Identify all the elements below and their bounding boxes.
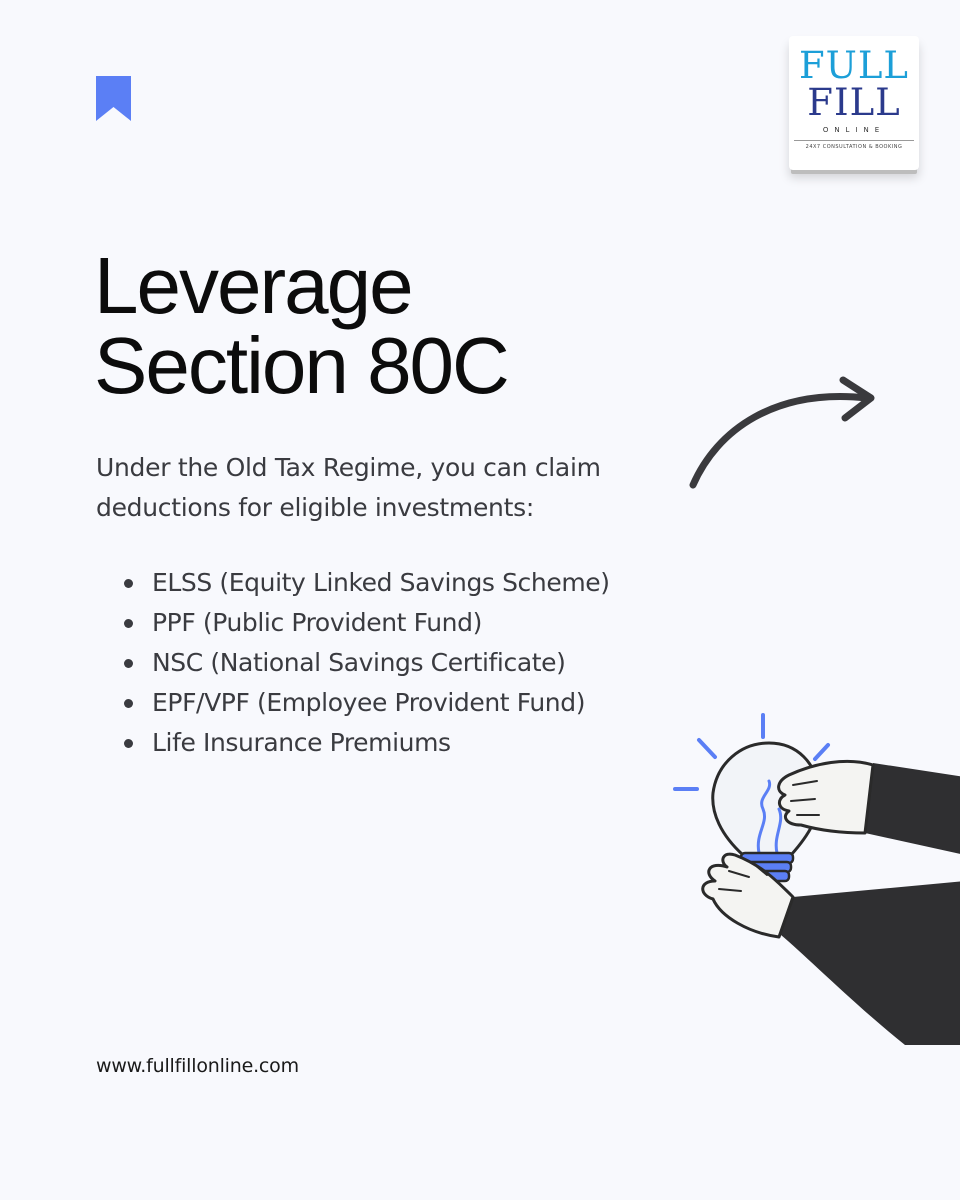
bullet-icon <box>124 619 133 628</box>
bullet-icon <box>124 699 133 708</box>
title-line-1: Leverage <box>94 241 412 330</box>
intro-text <box>96 448 601 528</box>
lightbulb-hands-illustration <box>665 705 960 1045</box>
logo-word-fill: FILL <box>807 81 901 124</box>
list-item-label: ELSS (Equity Linked Savings Scheme) <box>152 568 610 597</box>
list-item <box>120 603 610 643</box>
list-item <box>120 683 610 723</box>
bullet-icon <box>124 739 133 748</box>
bullet-icon <box>124 659 133 668</box>
list-item-label: EPF/VPF (Employee Provident Fund) <box>152 688 586 717</box>
bullet-icon <box>124 579 133 588</box>
brand-logo[interactable] <box>789 36 919 170</box>
intro-line-1: Under the Old Tax Regime, you can claim <box>96 453 601 482</box>
intro-line-2: deductions for eligible investments: <box>96 493 534 522</box>
upper-hand <box>779 761 873 833</box>
lower-sleeve <box>781 881 960 1045</box>
list-item <box>120 643 610 683</box>
list-item <box>120 723 610 763</box>
upper-sleeve <box>865 763 960 855</box>
list-item-label: PPF (Public Provident Fund) <box>152 608 482 637</box>
logo-subtitle: ONLINE <box>822 126 886 134</box>
investment-list <box>120 563 610 763</box>
curved-arrow-icon <box>685 372 885 497</box>
list-item-label: Life Insurance Premiums <box>152 728 451 757</box>
list-item <box>120 563 610 603</box>
title-line-2: Section 80C <box>94 321 508 410</box>
bookmark-icon <box>96 76 131 121</box>
logo-divider <box>794 140 914 141</box>
page-title <box>94 241 508 410</box>
logo-word-full: FULL <box>799 44 909 87</box>
logo-tagline: 24X7 CONSULTATION & BOOKING <box>805 144 903 150</box>
website-link[interactable]: www.fullfillonline.com <box>96 1055 299 1077</box>
list-item-label: NSC (National Savings Certificate) <box>152 648 566 677</box>
